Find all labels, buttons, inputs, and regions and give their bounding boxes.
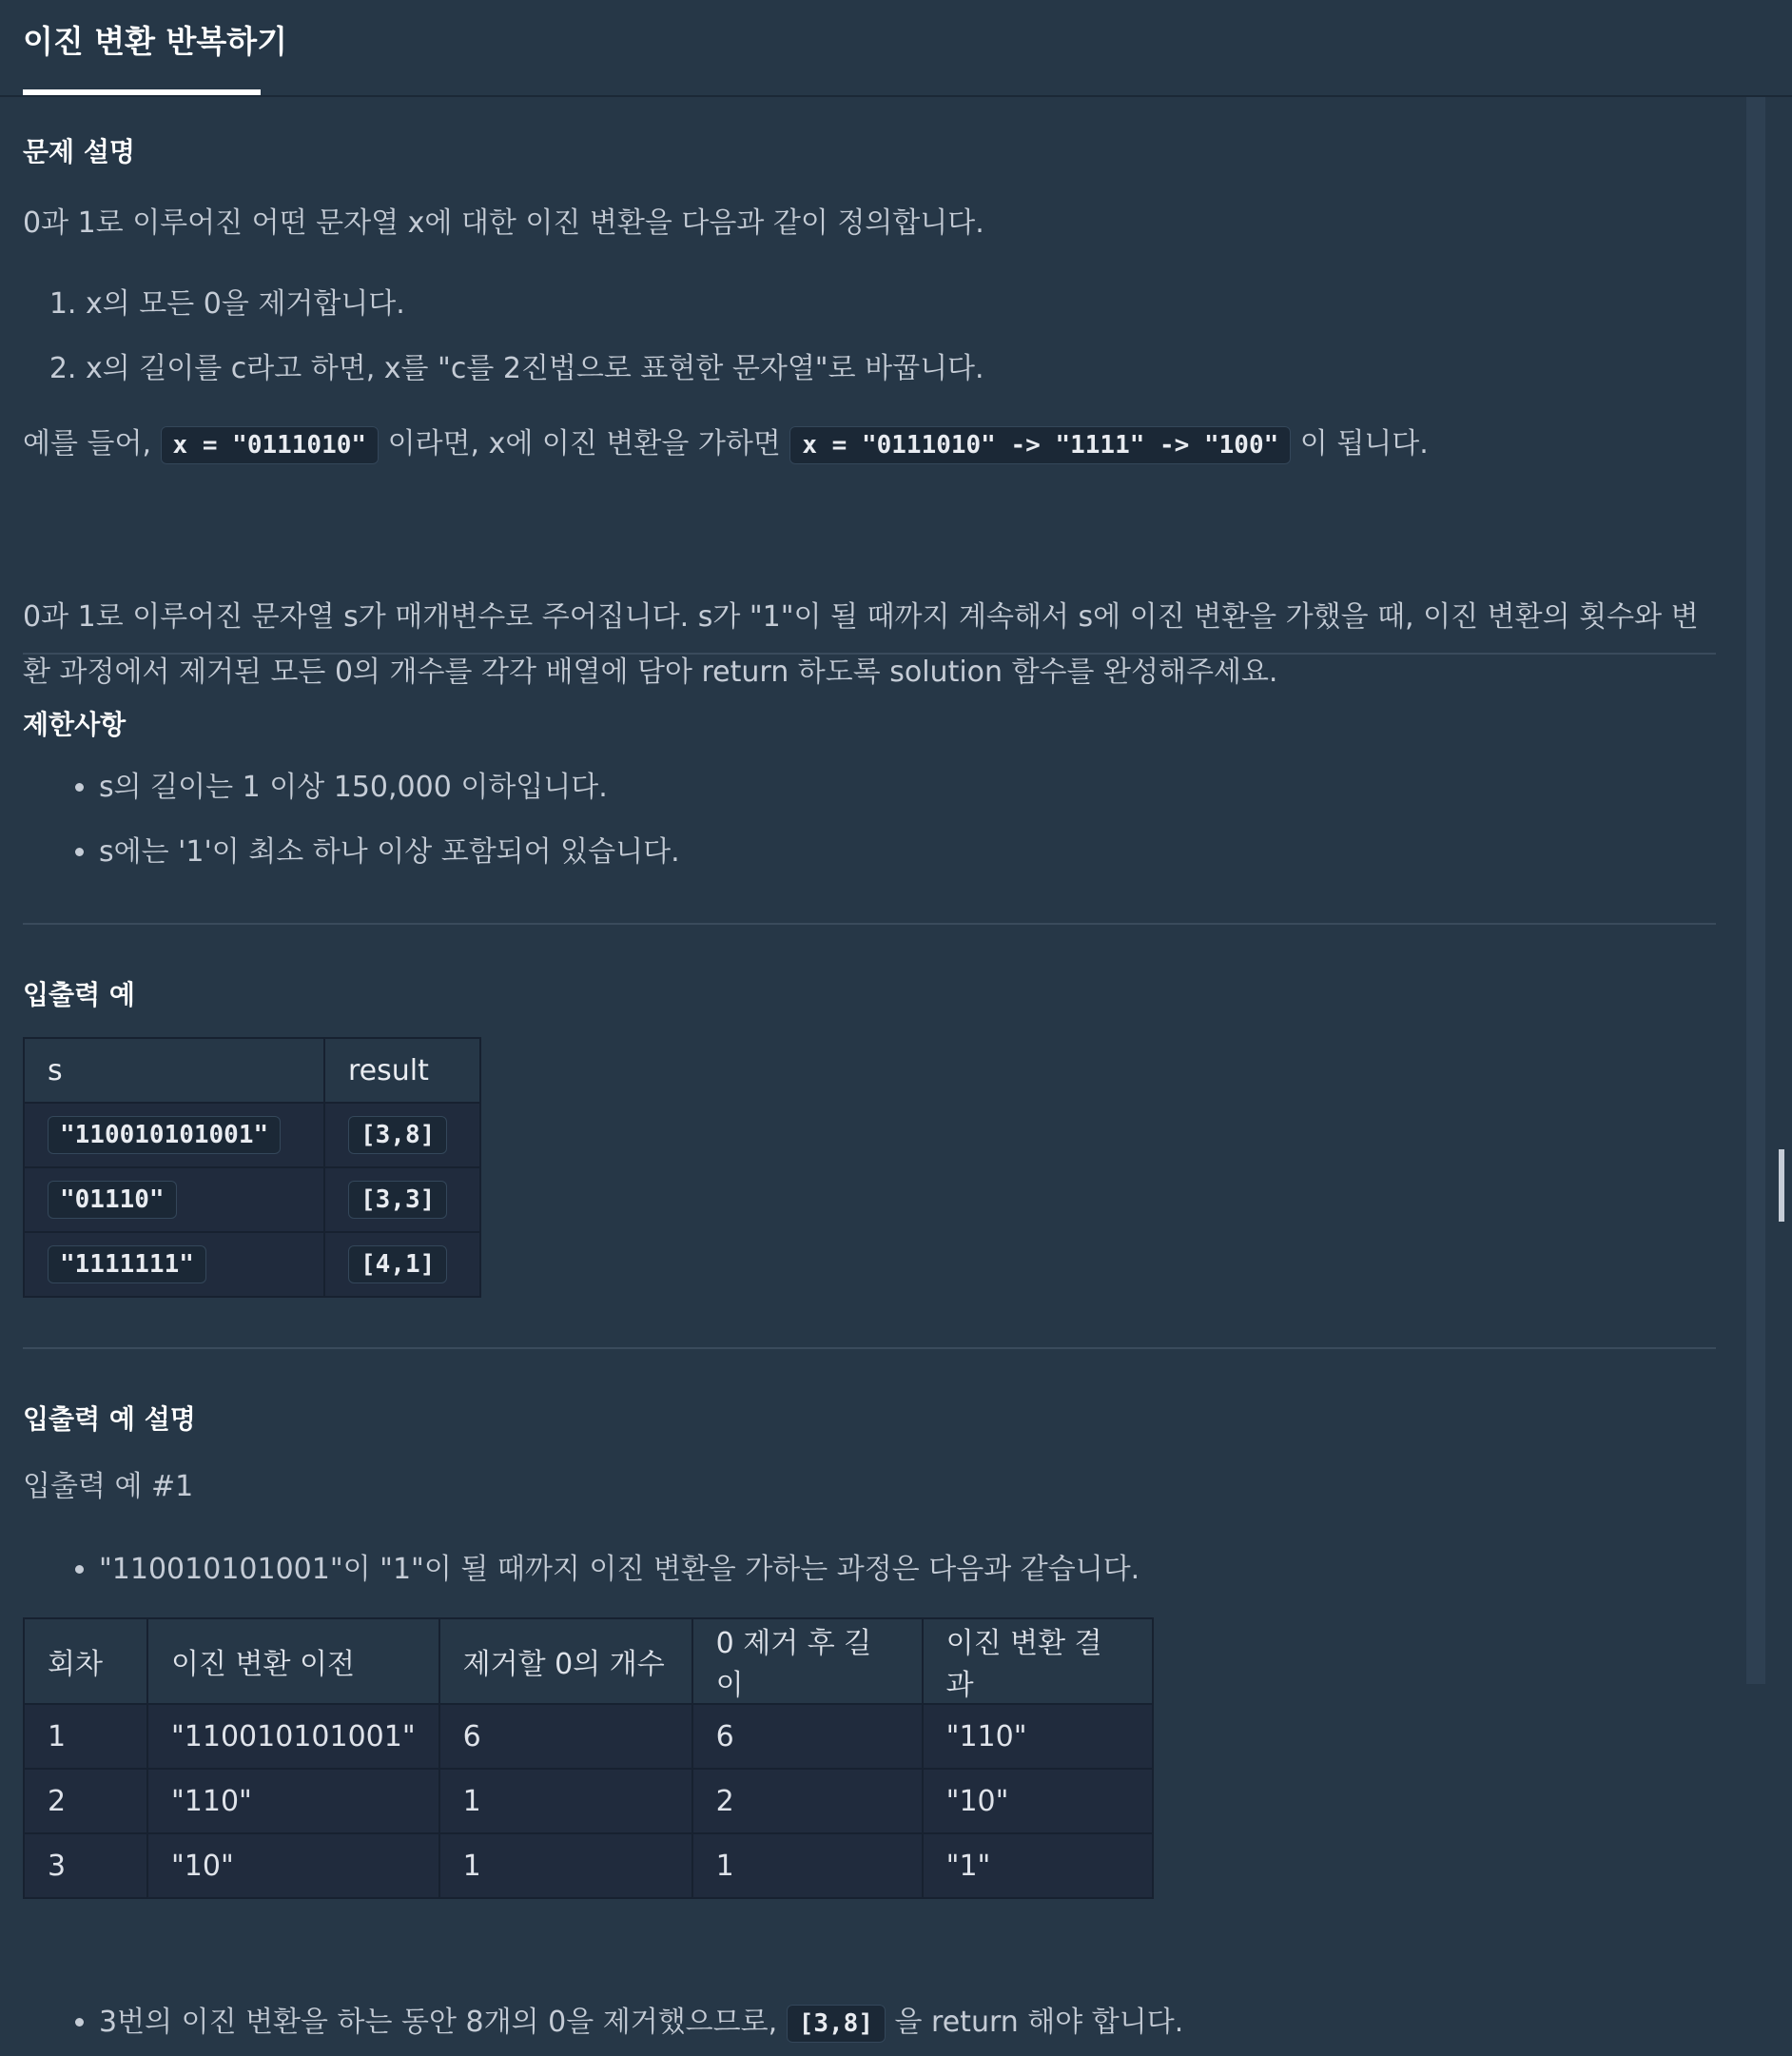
conclusion-suffix: 을 return 해야 합니다. — [894, 2006, 1184, 2039]
io-explanation-heading: 입출력 예 설명 — [23, 1403, 196, 1435]
table-cell: 2 — [692, 1769, 923, 1833]
example-code: x = "0111010" — [161, 426, 380, 464]
result-value: [4,1] — [348, 1245, 447, 1283]
conclusion-prefix: 3번의 이진 변환을 하는 동안 8개의 0을 제거했으므로, — [99, 2006, 778, 2039]
resize-handle[interactable] — [1779, 1149, 1784, 1222]
task-description: 0과 1로 이루어진 문자열 s가 매개변수로 주어집니다. s가 "1"이 될 때까지 계속해서 s에 이진 변환을 가했을 때, 이진 변환의 횟수와 변환 과정에서 제거된 모든 0의 개수를 각각 배열에 담아 return 하도록 solution 함수를 완성해주세요. — [23, 600, 1699, 689]
explanation-item — [99, 1990, 1716, 2056]
io-example-table — [23, 1037, 481, 1298]
column-header: 0 제거 후 길이 — [692, 1618, 923, 1704]
column-header: 회차 — [24, 1618, 147, 1704]
column-header: 이진 변환 이전 — [147, 1618, 439, 1704]
table-cell: 1 — [439, 1833, 692, 1898]
section-divider — [23, 1347, 1716, 1349]
constraint-item: • s에는 '1'이 최소 하나 이상 포함되어 있습니다. — [99, 820, 1716, 885]
table-cell: 3 — [24, 1833, 147, 1898]
table-cell: "1" — [923, 1833, 1153, 1898]
constraints-heading: 제한사항 — [23, 709, 127, 740]
step-item: 1. x의 모든 0을 제거합니다. — [86, 272, 1716, 337]
example-suffix: 이 됩니다. — [1299, 427, 1429, 460]
constraints-list — [23, 755, 1716, 885]
description-intro: 0과 1로 이루어진 어떤 문자열 x에 대한 이진 변환을 다음과 같이 정의합니다. — [23, 206, 984, 240]
section-divider — [23, 923, 1716, 925]
table-cell: "10" — [147, 1833, 439, 1898]
table-cell: 1 — [24, 1704, 147, 1769]
table-cell: 6 — [692, 1704, 923, 1769]
example-code: x = "0111010" -> "1111" -> "100" — [789, 426, 1291, 464]
table-row — [24, 1769, 1153, 1833]
table-cell: "110" — [923, 1704, 1153, 1769]
table-row — [24, 1833, 1153, 1898]
column-header: 제거할 0의 개수 — [439, 1618, 692, 1704]
example-prefix: 예를 들어, — [23, 427, 151, 460]
tab-bar — [0, 0, 1792, 97]
table-row — [24, 1704, 1153, 1769]
table-row — [24, 1232, 480, 1297]
io-example-heading: 입출력 예 — [23, 979, 135, 1010]
table-cell: 1 — [439, 1769, 692, 1833]
conclusion-code: [3,8] — [787, 2005, 886, 2043]
example-mid: 이라면, x에 이진 변환을 가하면 — [387, 427, 781, 460]
input-value: "110010101001" — [48, 1116, 281, 1154]
section-divider — [23, 653, 1716, 655]
table-cell: "110010101001" — [147, 1704, 439, 1769]
table-row — [24, 1167, 480, 1232]
explanation-list — [23, 1537, 1716, 1602]
column-header: s — [24, 1038, 324, 1103]
result-value: [3,8] — [348, 1116, 447, 1154]
table-cell: 2 — [24, 1769, 147, 1833]
column-header: 이진 변환 결과 — [923, 1618, 1153, 1704]
input-value: "1111111" — [48, 1245, 206, 1283]
conversion-steps-table — [23, 1617, 1154, 1899]
active-tab-indicator — [23, 89, 261, 95]
io-explanation-subheading: 입출력 예 #1 — [23, 1470, 194, 1503]
explanation-list — [23, 1990, 1716, 2056]
transform-steps — [23, 272, 1716, 401]
scrollbar-track[interactable] — [1746, 97, 1765, 1684]
result-value: [3,3] — [348, 1181, 447, 1219]
tab-problem-title[interactable]: 이진 변환 반복하기 — [23, 23, 288, 60]
column-header: result — [324, 1038, 480, 1103]
table-cell: "110" — [147, 1769, 439, 1833]
description-heading: 문제 설명 — [23, 136, 135, 167]
constraint-item: • s의 길이는 1 이상 150,000 이하입니다. — [99, 755, 1716, 820]
table-cell: 1 — [692, 1833, 923, 1898]
step-item: 2. x의 길이를 c라고 하면, x를 "c를 2진법으로 표현한 문자열"로 바꿉니다. — [86, 337, 1716, 401]
input-value: "01110" — [48, 1181, 177, 1219]
table-row — [24, 1103, 480, 1167]
table-cell: 6 — [439, 1704, 692, 1769]
table-cell: "10" — [923, 1769, 1153, 1833]
explanation-item: • "110010101001"이 "1"이 될 때까지 이진 변환을 가하는 과정은 다음과 같습니다. — [99, 1537, 1716, 1602]
example-line — [23, 417, 1716, 473]
